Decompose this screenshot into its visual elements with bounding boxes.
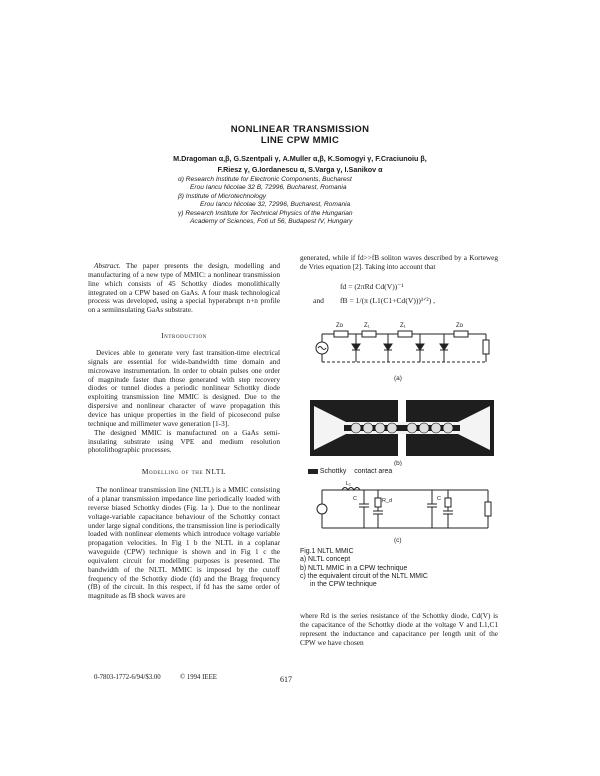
left-column <box>88 262 280 601</box>
label-c2: C <box>437 496 441 502</box>
line-segment-zo-left <box>334 331 348 337</box>
affiliation-alpha-address: Erou Iancu Nicolae 32 B, 72996, Bucharest, Romania <box>190 184 347 191</box>
affiliation-alpha: α) Research Institute for Electronic Components, Bucharest <box>178 176 352 183</box>
right-column-top-text: generated, while if fd>>fB soliton waves described by a Korteweg de Vries equation [2]. Taking into account that <box>300 253 498 271</box>
abstract-label: Abstract <box>94 261 119 270</box>
varactor-3 <box>416 334 424 362</box>
affiliation-gamma-address: Academy of Sciences, Foti ut 56, Budapest IV, Hungary <box>190 218 353 225</box>
varactor-4 <box>440 334 448 362</box>
label-z1-2: Z₁ <box>400 323 406 329</box>
caption-c-2: in the CPW technique <box>310 581 377 589</box>
authors-line-1: M.Dragoman α,β, G.Szentpali γ, A.Muller α,β, K.Somogyi γ, F.Craciunoiu β, <box>173 154 427 163</box>
diode-rd <box>373 490 383 528</box>
abstract-text: The paper presents the design, modelling and manufacturing of a new type of MMIC: a nonlinear transmission line which consists of 45 Schottky diodes monolithically integrated on a CPW based on GaAs. A four mask technological process was developed, using a special hyperabrupt n+n profile on a semiinsulating GaAs substrate. <box>88 261 280 315</box>
line-segment-z1-2 <box>398 331 412 337</box>
sine-icon <box>318 347 326 350</box>
legend-swatch <box>308 469 318 474</box>
label-z1-1: Z₁ <box>364 323 370 329</box>
paper-title-line-2: LINE CPW MMIC <box>260 135 340 146</box>
affiliation-beta: β) Institute of Microtechnology <box>178 193 267 200</box>
equation-and: and <box>313 296 324 305</box>
abstract-paragraph: Abstract. The paper presents the design, modelling and manufacturing of a new type of MMIC: a nonlinear transmission line which consists of 45 Schottky diodes monolithically integrated on a CPW based on GaAs. A four mask technological process was developed, using a special hyperabrupt n+n profile on a semiinsulating GaAs substrate. <box>88 261 280 315</box>
figure-1c-equivalent-circuit <box>308 478 498 546</box>
label-c1: C <box>353 496 357 502</box>
cpw-center-conductor <box>344 425 460 431</box>
modelling-heading: Modelling of the NLTL <box>141 467 227 477</box>
right-column-bottom-text: where Rd is the series resistance of the Schottky diode, Cd(V) is the capacitance of the Schottky diode at the voltage V and L1,C1 represent the inductance and capacitance per length unit of the CPW we have chosen <box>300 611 498 647</box>
modelling-paragraph: The nonlinear transmission line (NLTL) is a MMIC consisting of a planar transmission impedance line periodically loaded with reverse biased Schottky diodes (Fig. 1a ). Due to the nonlinear voltage-variable capacitance behaviour of the Schottky contact under large signal conditions, the transmission line is periodically loaded with nonlinear elements which introduce voltage variable propagation velocities. In Fig 1 b the NLTL in a coplanar waveguide (CPW) technique is shown and in Fig 1 c the equivalent circuit for modelling purposes is presented. The bandwidth of the NLTL MMIC is imposed by the cutoff frequency of the Schottky diode (fd) and the Bragg frequency (fB) of the circuit. In this respect, if fd has the same order of magnitude as fB shock waves are <box>88 485 280 601</box>
affiliation-gamma: γ) Research Institute for Technical Physics of the Hungarian <box>178 210 353 217</box>
label-rd: R_d <box>382 498 393 504</box>
figure-1a-circuit <box>308 312 498 384</box>
paper-title-line-1: NONLINEAR TRANSMISSION <box>230 124 370 135</box>
diode-2 <box>443 490 453 528</box>
introduction-paragraph-1: Devices able to generate very fast transition-time electrical signals are essential for wide-bandwidth time domain and microwave instrumentation. In order to obtain pulses one order of magnitude faster than those generated with step recovery diodes or tunnel diodes a periodic nonlinear Schottky diode exploiting transmission line MMIC is designed. Due to the dispersive and nonlinear character of wave propagation this device has unique properties in the field of picosecond pulse technique and millimeter wave generation [1-3]. <box>88 348 280 428</box>
legend-schottky: Schottky <box>319 468 347 475</box>
legend-contact-area: contact area <box>354 468 393 475</box>
varactor-2 <box>384 334 392 362</box>
source-icon <box>317 504 327 514</box>
caption-c-1: c) the equivalent circuit of the NLTL MMIC <box>300 572 428 580</box>
line-segment-zo-right <box>454 331 468 337</box>
affiliation-beta-address: Erou Iancu Nicolae 32, 72996, Bucharest, Romania <box>200 201 351 208</box>
equation-fd: fd = (2πRd Cd(V))⁻¹ <box>340 282 404 291</box>
footer-copyright: © 1994 IEEE <box>180 674 217 681</box>
footer-isbn: 0-7803-1772-6/94/$3.00 <box>94 674 161 681</box>
line-segment-z1-1 <box>362 331 376 337</box>
figure-1-caption <box>300 548 500 589</box>
label-zo-left: Zo <box>336 323 344 329</box>
shunt-cap-c1 <box>359 490 369 528</box>
load-resistor <box>485 490 491 528</box>
label-zo-right: Zo <box>456 323 464 329</box>
figure-1b-legend <box>308 468 392 476</box>
figure-1b-layout <box>306 392 498 466</box>
shunt-cap-2 <box>427 490 437 528</box>
varactor-1 <box>352 334 360 362</box>
load-resistor <box>483 334 489 362</box>
label-l1: L₁ <box>346 481 351 487</box>
caption-b: b) NLTL MMIC in a CPW technique <box>300 564 408 572</box>
figure-1b-label: (b) <box>394 460 402 466</box>
authors-line-2: F.Riesz γ, G.Iordanescu α, S.Varga γ, I.Sanikov α <box>217 165 383 174</box>
figure-1a-label: (a) <box>394 375 402 382</box>
page-number: 617 <box>280 675 292 684</box>
figure-1c-label: (c) <box>394 537 402 544</box>
caption-a: a) NLTL concept <box>300 556 351 564</box>
equation-fb: fB = 1/(π (L1(C1+Cd(V)))¹ᐟ²) , <box>340 296 436 305</box>
introduction-paragraph-2: The designed MMIC is manufactured on a GaAs semi-insulating substrate using VPE and medium resolution photolithographic processes. <box>88 427 280 455</box>
caption-title: Fig.1 NLTL MMIC <box>300 548 354 555</box>
introduction-heading: Introduction <box>161 331 207 341</box>
